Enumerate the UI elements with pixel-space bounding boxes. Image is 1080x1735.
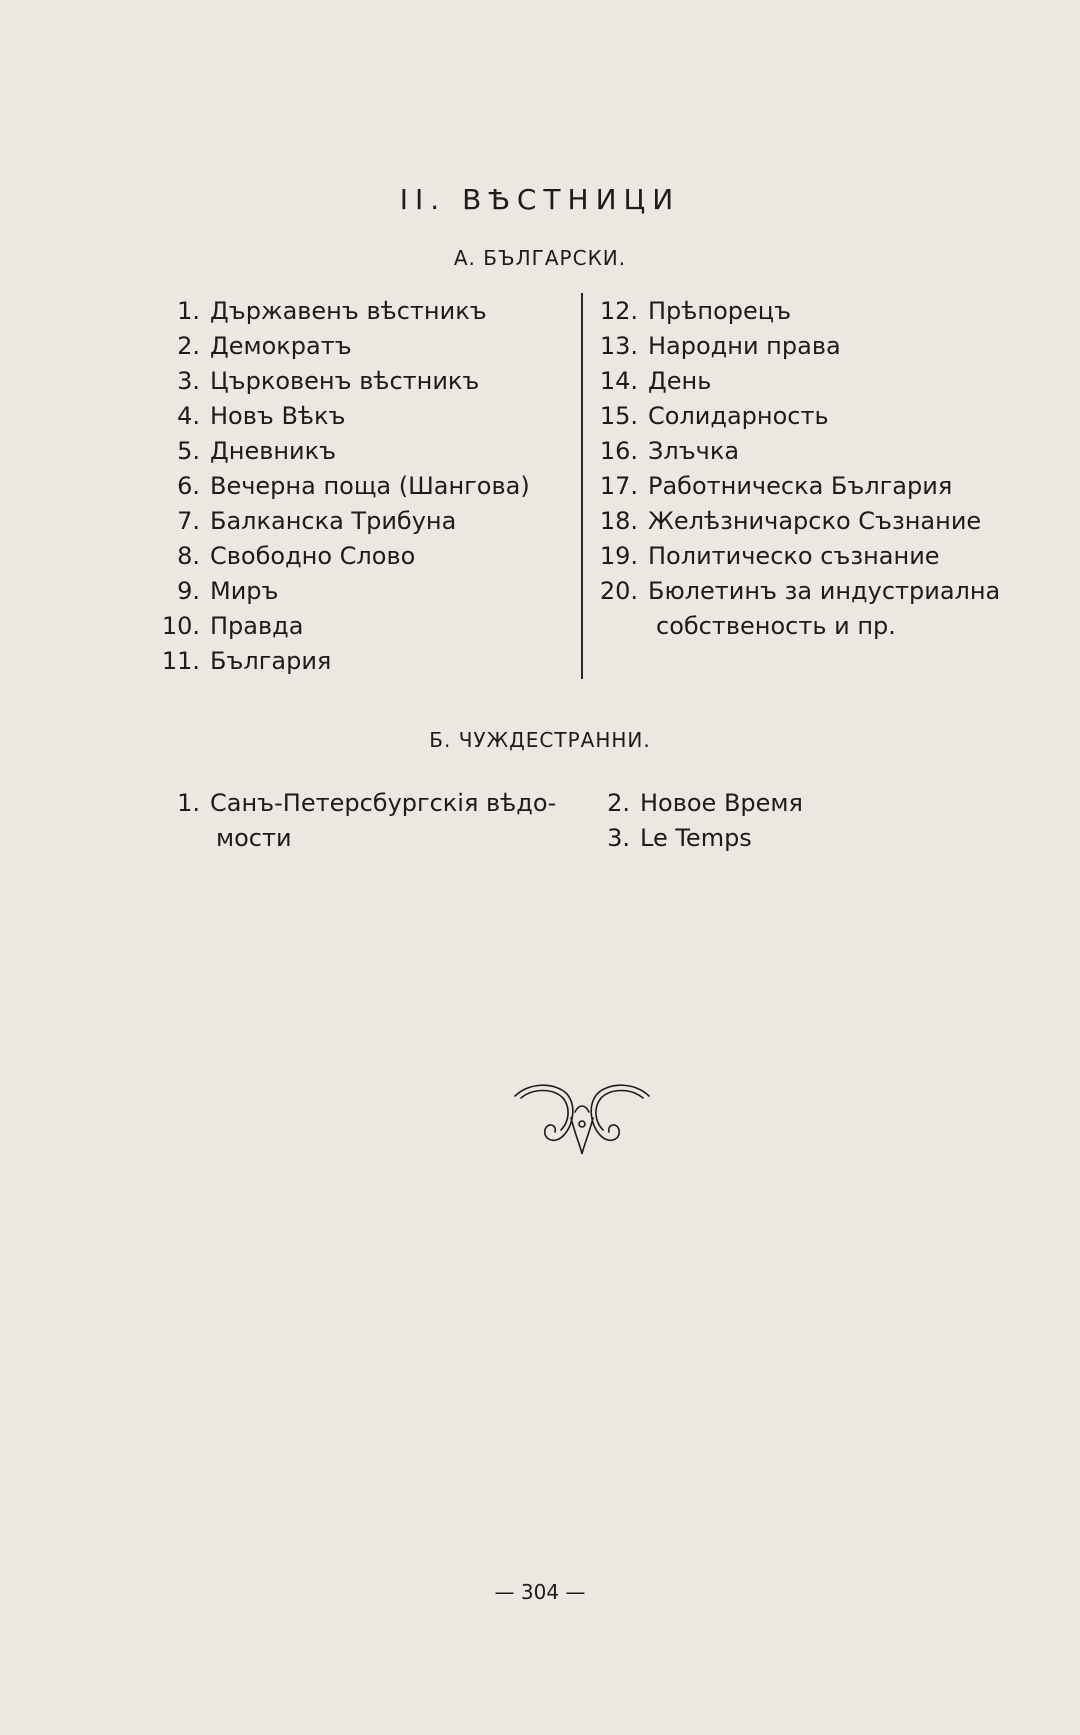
item-number: 14. [599, 367, 638, 395]
column-divider [581, 293, 583, 679]
item-title: Работническа България [648, 472, 953, 500]
subsection-a-title: А. БЪЛГАРСКИ. [453, 246, 627, 270]
list-item [600, 821, 803, 856]
item-number: 11. [161, 647, 200, 675]
item-title: Свободно Слово [210, 542, 416, 570]
item-title: Санъ-Петерсбургскія вѣдо- [210, 789, 557, 817]
foreign-newspapers-left-column [150, 786, 556, 856]
list-item [590, 539, 1000, 574]
list-item [150, 434, 530, 469]
item-number: 4. [177, 402, 200, 430]
item-continuation: мости [216, 824, 292, 852]
item-number: 5. [177, 437, 200, 465]
item-number: 9. [177, 577, 200, 605]
list-item [590, 329, 1000, 364]
item-number: 16. [599, 437, 638, 465]
list-item [150, 329, 530, 364]
list-item [150, 539, 530, 574]
page-number: — 304 — [494, 1580, 586, 1604]
item-title: Демократъ [210, 332, 352, 360]
item-number: 1. [177, 297, 200, 325]
item-number: 3. [607, 824, 630, 852]
item-title: Миръ [210, 577, 279, 605]
list-item [150, 469, 530, 504]
item-number: 2. [607, 789, 630, 817]
item-number: 8. [177, 542, 200, 570]
item-title: Правда [210, 612, 304, 640]
list-item [150, 364, 530, 399]
item-number: 17. [599, 472, 638, 500]
bulgarian-newspapers-left-column [150, 294, 530, 679]
list-item [150, 786, 556, 821]
list-item [590, 294, 1000, 329]
item-continuation: собственость и пр. [656, 612, 896, 640]
item-number: 20. [599, 577, 638, 605]
list-item [150, 504, 530, 539]
item-title: Политическо съзнание [648, 542, 940, 570]
bulgarian-newspapers-right-column [590, 294, 1000, 644]
foreign-newspapers-right-column [600, 786, 803, 856]
item-number: 2. [177, 332, 200, 360]
item-title: Желѣзничарско Съзнание [648, 507, 982, 535]
section-title: II. ВѢСТНИЦИ [399, 183, 681, 216]
item-title: День [648, 367, 712, 395]
item-title: Новъ Вѣкъ [210, 402, 346, 430]
item-title: Прѣпорецъ [648, 297, 792, 325]
item-number: 19. [599, 542, 638, 570]
item-number: 12. [599, 297, 638, 325]
list-item [590, 574, 1000, 609]
list-item [590, 434, 1000, 469]
decorative-ornament-icon [511, 1078, 653, 1156]
item-title: Солидарность [648, 402, 829, 430]
item-title: Бюлетинъ за индустриална [648, 577, 1001, 605]
list-item [590, 364, 1000, 399]
list-item [590, 469, 1000, 504]
item-number: 15. [599, 402, 638, 430]
item-title: Дневникъ [210, 437, 337, 465]
item-title: Държавенъ вѣстникъ [210, 297, 487, 325]
item-title: Вечерна поща (Шангова) [210, 472, 530, 500]
list-item [150, 644, 530, 679]
item-title: България [210, 647, 332, 675]
item-title: Le Temps [640, 824, 752, 852]
item-number: 10. [161, 612, 200, 640]
item-title: Църковенъ вѣстникъ [210, 367, 480, 395]
item-number: 6. [177, 472, 200, 500]
item-number: 13. [599, 332, 638, 360]
list-item [150, 609, 530, 644]
item-title: Балканска Трибуна [210, 507, 457, 535]
item-number: 1. [177, 789, 200, 817]
subsection-b-title: Б. ЧУЖДЕСТРАННИ. [429, 728, 651, 752]
item-number: 18. [599, 507, 638, 535]
list-item [150, 399, 530, 434]
item-title: Злъчка [648, 437, 740, 465]
list-item [590, 399, 1000, 434]
item-title: Новое Время [640, 789, 803, 817]
list-item [600, 786, 803, 821]
list-item [150, 294, 530, 329]
item-number: 7. [177, 507, 200, 535]
list-item [150, 574, 530, 609]
list-item [590, 504, 1000, 539]
item-title: Народни права [648, 332, 841, 360]
item-number: 3. [177, 367, 200, 395]
